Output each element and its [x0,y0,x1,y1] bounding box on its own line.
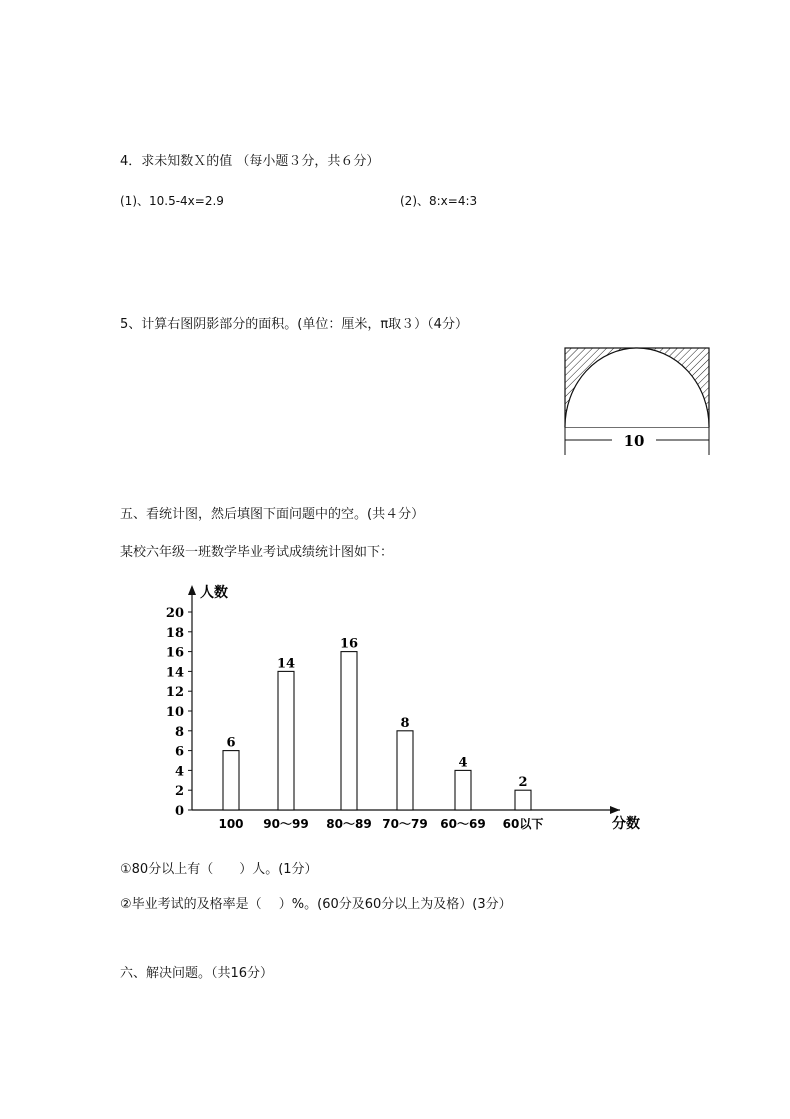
sec5-heading: 五、看统计图，然后填图下面问题中的空。(共４分） [120,507,425,522]
x-axis-arrow [610,806,620,814]
x-category-label: 60～69 [440,817,486,831]
q4-heading: 4．求未知数Ｘ的值 （每小题３分，共６分） [120,154,380,169]
x-axis-label: 分数 [612,816,640,832]
bar-value-label: 2 [518,775,528,791]
y-tick-label: 8 [174,724,184,740]
x-category-label: 80～89 [326,817,372,831]
y-tick-label: 4 [174,764,184,780]
bar [278,671,294,810]
bar [515,790,531,810]
sec5-question-2: ②毕业考试的及格率是（ ）%。(60分及60分以上为及格）(3分） [120,897,512,912]
bar [223,751,239,810]
y-tick-label: 10 [165,705,184,720]
sec5-question-1: ①80分以上有（ ）人。(1分） [120,862,318,877]
bar-value-label: 14 [276,656,296,672]
x-category-label: 60以下 [502,817,544,831]
bar [341,652,357,810]
x-category-label: 70～79 [382,817,428,831]
y-axis-label: 人数 [200,585,228,601]
shaded-semicircle-figure [560,345,715,460]
q5-heading: 5、计算右图阴影部分的面积。(单位：厘米，π取３）（4分） [120,317,468,332]
y-tick-label: 20 [165,606,184,621]
bar-value-label: 8 [400,715,410,731]
score-bar-chart [0,575,790,845]
y-tick-label: 16 [165,645,184,661]
bar [455,770,471,810]
sec6-heading: 六、解决问题。（共16分） [120,966,274,981]
q4-problem-2: (2)、8:x=4:3 [400,194,478,208]
y-tick-label: 14 [165,665,184,681]
y-tick-label: 12 [165,685,184,701]
x-category-label: 90～99 [263,817,309,831]
x-category-label: 100 [218,817,244,831]
y-axis-arrow [188,585,196,595]
bar [397,731,413,810]
bar-value-label: 4 [458,755,468,771]
y-tick-label: 6 [174,744,184,760]
y-tick-label: 2 [174,784,184,800]
y-tick-label: 0 [174,804,184,819]
y-tick-label: 18 [165,625,184,641]
q4-problem-1: (1)、10.5-4x=2.9 [120,194,224,208]
dimension-label: 10 [623,432,645,450]
sec5-intro: 某校六年级一班数学毕业考试成绩统计图如下： [120,545,394,560]
bar-value-label: 16 [339,636,359,652]
bar-value-label: 6 [226,735,236,751]
